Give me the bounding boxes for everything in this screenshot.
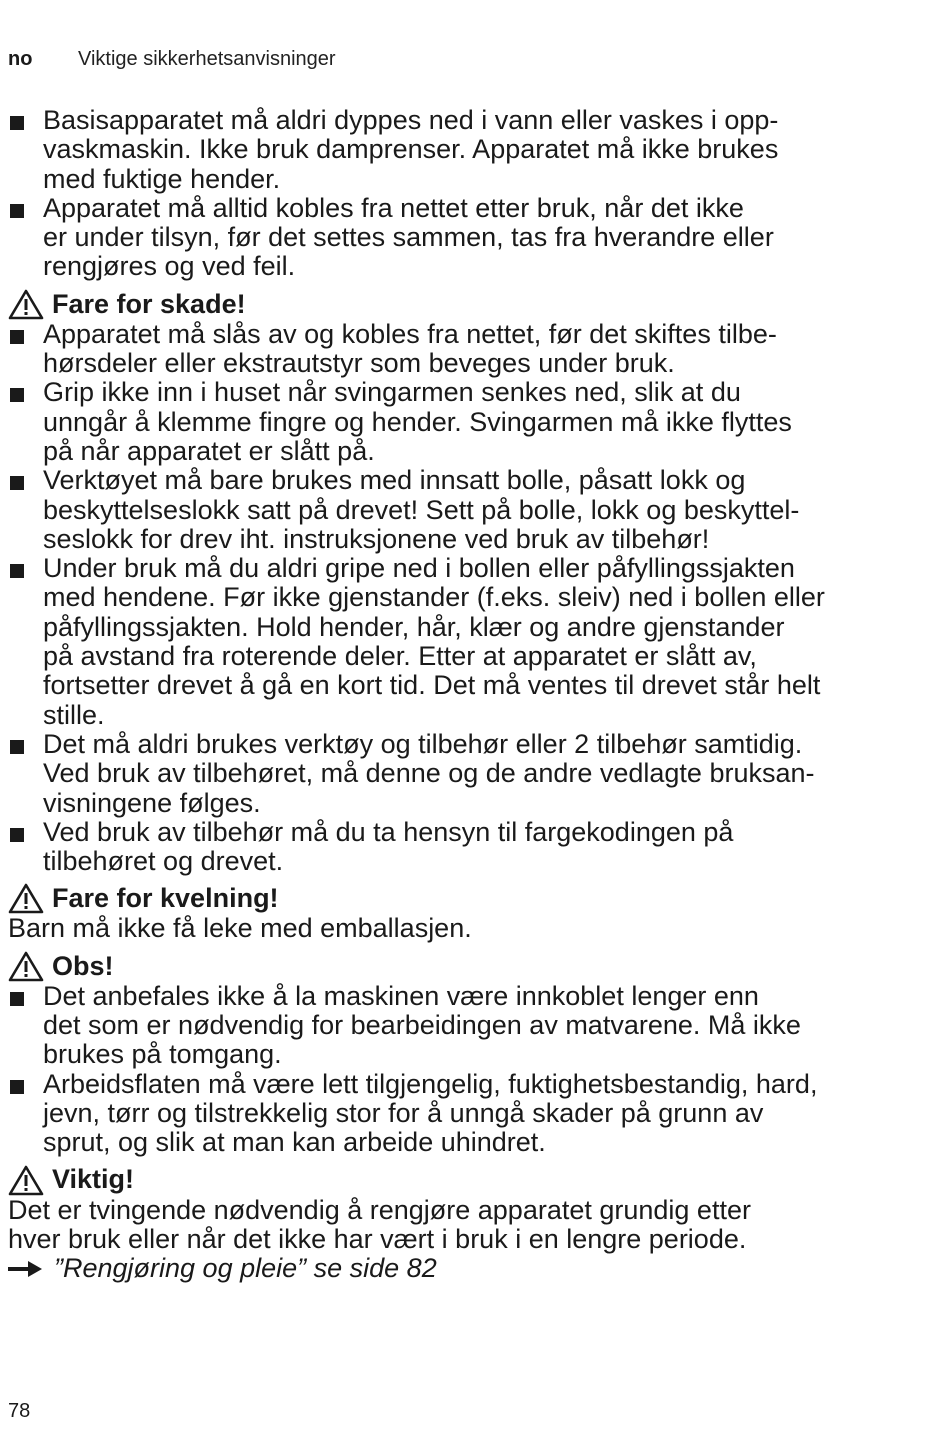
warning-triangle-icon xyxy=(8,1165,44,1196)
list-item-text: Apparatet må alltid kobles fra nettet etter bruk, når det ikke er under tilsyn, før det settes sammen, tas fra hverandre eller rengjøres og ved feil. xyxy=(43,192,774,282)
section-title: Viktige sikkerhetsanvisninger xyxy=(78,48,336,70)
bullet-square-icon xyxy=(10,388,24,402)
list-item xyxy=(8,1070,933,1158)
bullet-square-icon xyxy=(10,476,24,490)
page-content xyxy=(8,106,933,1283)
page-header xyxy=(8,48,336,71)
cross-reference-link[interactable] xyxy=(8,1254,933,1283)
heading-text: Obs! xyxy=(52,950,114,981)
suffocation-warning-heading xyxy=(8,883,933,914)
caution-heading xyxy=(8,951,933,982)
list-item-text: Det anbefales ikke å la maskinen være innkoblet lenger enn det som er nødvendig for bearbeidingen av matvarene. Må ikke brukes på tomgang. xyxy=(43,980,801,1070)
paragraph: Det er tvingende nødvendig å rengjøre apparatet grundig etter hver bruk eller når det ikke har vært i bruk i en lengre periode. xyxy=(8,1194,751,1254)
warning-triangle-icon xyxy=(8,883,44,914)
list-item-text: Verktøyet må bare brukes med innsatt bolle, påsatt lokk og beskyttelseslokk satt på drevet! Sett på bolle, lokk og beskyttel- seslokk for drev iht. instruksjonene ved bruk av tilbehør! xyxy=(43,465,800,554)
list-item xyxy=(8,106,933,194)
bullet-square-icon xyxy=(10,564,24,578)
list-item xyxy=(8,194,933,282)
list-item-text: Grip ikke inn i huset når svingarmen senkes ned, slik at du unngår å klemme fingre og hender. Svingarmen må ikke flyttes på når apparatet er slått på. xyxy=(43,377,792,466)
list-item-text: Arbeidsflaten må være lett tilgjengelig, fuktighetsbestandig, hard, jevn, tørr og tilstrekkelig stor for å unngå skader på grunn av sprut, og slik at man kan arbeide uhindret. xyxy=(43,1068,818,1158)
list-item-text: Apparatet må slås av og kobles fra nettet, før det skiftes tilbe- hørsdeler eller ekstrautstyr som beveges under bruk. xyxy=(43,318,777,379)
heading-text: Fare for kvelning! xyxy=(52,883,279,914)
list-item-text: Det må aldri brukes verktøy og tilbehør eller 2 tilbehør samtidig. Ved bruk av tilbehøret, må denne og de andre vedlagte bruksan- visningene følges. xyxy=(43,728,815,818)
list-item xyxy=(8,320,933,379)
list-item-text: Ved bruk av tilbehør må du ta hensyn til fargekodingen på tilbehøret og drevet. xyxy=(43,816,734,877)
list-item xyxy=(8,466,933,554)
paragraph: Barn må ikke få leke med emballasjen. xyxy=(8,913,472,944)
warning-triangle-icon xyxy=(8,289,44,320)
list-item xyxy=(8,554,933,730)
bullet-square-icon xyxy=(10,1080,24,1094)
bullet-square-icon xyxy=(10,828,24,842)
list-item xyxy=(8,378,933,466)
bullet-square-icon xyxy=(10,116,24,130)
bullet-square-icon xyxy=(10,330,24,344)
list-item xyxy=(8,730,933,818)
language-code: no xyxy=(8,48,33,70)
injury-warning-heading xyxy=(8,289,933,320)
list-item-text: Under bruk må du aldri gripe ned i bollen eller påfyllingssjakten med hendene. Før ikke gjenstander (f.eks. sleiv) ned i bollen eller påfyllingssjakten. Hold hender, hår, klær og andre gjenstander på avstand fra roterende deler. Etter at apparatet er slått av, fortsetter drevet å gå en kort tid. Det må ventes til drevet står helt stille. xyxy=(43,553,825,730)
list-item xyxy=(8,982,933,1070)
important-heading xyxy=(8,1165,933,1196)
list-item-text: Basisapparatet må aldri dyppes ned i vann eller vaskes i opp- vaskmaskin. Ikke bruk damprenser. Apparatet må ikke brukes med fuktige hender. xyxy=(43,105,779,194)
bullet-square-icon xyxy=(10,740,24,754)
bullet-square-icon xyxy=(10,204,24,218)
arrow-right-icon xyxy=(8,1259,44,1279)
reference-text: ”Rengjøring og pleie” se side 82 xyxy=(54,1253,437,1284)
list-item xyxy=(8,818,933,877)
bullet-square-icon xyxy=(10,992,24,1006)
warning-triangle-icon xyxy=(8,951,44,982)
page-number: 78 xyxy=(8,1400,31,1422)
heading-text: Fare for skade! xyxy=(52,288,246,319)
heading-text: Viktig! xyxy=(52,1164,135,1195)
